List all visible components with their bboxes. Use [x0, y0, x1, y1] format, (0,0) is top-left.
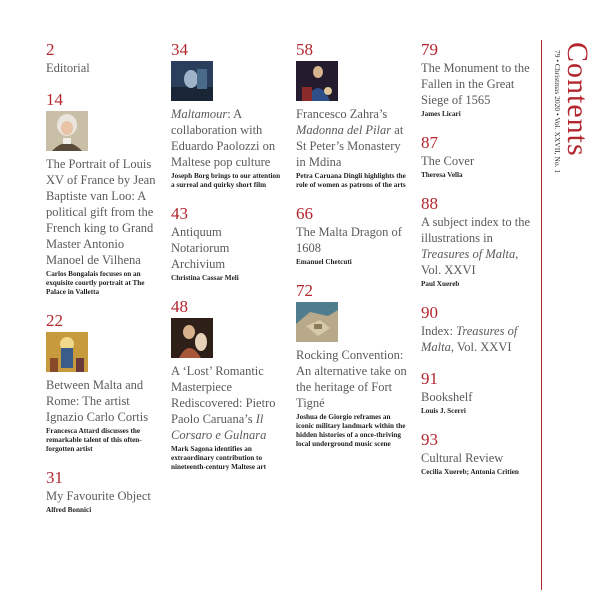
- entry-description: Cecilia Xuereb; Antonia Critien: [421, 468, 519, 476]
- entry-title: The Portrait of Louis XV of France by Jean Baptiste van Loo: A political gift from the French king to Grand Master Antonio Manoel de Vilhena: [46, 157, 156, 267]
- entry-title: Between Malta and Rome: The artist Ignazio Carlo Cortis: [46, 378, 149, 424]
- entry-title: The Cover: [421, 154, 475, 168]
- toc-entry-72[interactable]: [296, 281, 408, 449]
- toc-entry-14[interactable]: [46, 90, 158, 297]
- entry-description: Joshua de Giorgio reframes an iconic military landmark within the hidden histories of a once-thriving local underground music scene: [296, 413, 406, 448]
- entry-description: Alfred Bonnici: [46, 506, 92, 514]
- entry-title-italic: Treasures of Malta: [421, 324, 518, 354]
- entry-title: The Monument to the Fallen in the Great Siege of 1565: [421, 61, 530, 107]
- page-number: 2: [46, 40, 55, 59]
- page-number: 14: [46, 90, 63, 109]
- sidebar: [552, 42, 592, 173]
- entry-description: Theresa Vella: [421, 171, 463, 179]
- page-number: 66: [296, 204, 313, 223]
- page-number: 93: [421, 430, 438, 449]
- column-4: [421, 40, 533, 491]
- issue-info: 79 • Christmas 2020 • Vol. XXVII, No. 1: [553, 50, 562, 174]
- page-number: 48: [171, 297, 188, 316]
- entry-title: [296, 106, 408, 170]
- entry-description: Christina Cassar Meli: [171, 274, 239, 282]
- toc-entry-79[interactable]: [421, 40, 533, 119]
- page-number: 88: [421, 194, 438, 213]
- sidebar-divider: [541, 40, 542, 590]
- entry-description: Joseph Borg brings to our attention a surreal and quirky short film: [171, 172, 281, 189]
- page-number: 31: [46, 468, 63, 487]
- entry-description: Carlos Bongalais focuses on an exquisite courtly portrait at The Palace in Valletta: [46, 270, 145, 296]
- toc-entry-87[interactable]: [421, 133, 533, 180]
- entry-description: Mark Sagona identifies an extraordinary contribution to nineteenth-century Maltese art: [171, 445, 267, 471]
- entry-title: My Favourite Object: [46, 489, 151, 503]
- page-number: 79: [421, 40, 438, 59]
- column-1: [46, 40, 158, 529]
- entry-title: [171, 363, 283, 443]
- entry-description: Louis J. Scerri: [421, 407, 466, 415]
- entry-title: The Malta Dragon of 1608: [296, 225, 402, 255]
- column-2: [171, 40, 283, 486]
- column-3: [296, 40, 408, 463]
- page-number: 58: [296, 40, 313, 59]
- madonna-painting-thumbnail: [296, 61, 338, 101]
- entry-title: Editorial: [46, 61, 90, 75]
- louis-xv-portrait-thumbnail: [46, 111, 88, 151]
- page-number: 43: [171, 204, 188, 223]
- cortis-painting-thumbnail: [46, 332, 88, 372]
- page-number: 87: [421, 133, 438, 152]
- page-number: 72: [296, 281, 313, 300]
- toc-entry-58[interactable]: [296, 40, 408, 190]
- toc-entry-43[interactable]: [171, 204, 283, 283]
- entry-title: Antiquum Notariorum Archivium: [171, 225, 230, 271]
- entry-description: Francesca Attard discusses the remarkable talent of this often-forgotten artist: [46, 427, 142, 453]
- page-number: 22: [46, 311, 63, 330]
- entry-description: James Licari: [421, 110, 461, 118]
- corsaro-painting-thumbnail: [171, 318, 213, 358]
- page-number: 90: [421, 303, 438, 322]
- page-number: 91: [421, 369, 438, 388]
- entry-title-part: Index:: [421, 324, 457, 338]
- entry-description: Paul Xuereb: [421, 280, 460, 288]
- entry-title: [421, 214, 533, 278]
- entry-title-part: at St Peter’s Monastery in Mdina: [296, 123, 404, 169]
- entry-title-italic: Il Corsaro e Gulnara: [171, 412, 267, 442]
- toc-entry-34[interactable]: [171, 40, 283, 190]
- entry-title: Bookshelf: [421, 390, 473, 404]
- entry-title: [421, 323, 533, 355]
- toc-entry-88[interactable]: [421, 194, 533, 289]
- toc-entry-90[interactable]: [421, 303, 533, 355]
- entry-description: Emanuel Chetcuti: [296, 258, 352, 266]
- toc-entry-2[interactable]: [46, 40, 158, 76]
- entry-title-part: A ‘Lost’ Romantic Masterpiece Rediscovered: Pietro Paolo Caruana’s: [171, 364, 276, 426]
- toc-entry-93[interactable]: [421, 430, 533, 477]
- page-number: 34: [171, 40, 188, 59]
- entry-title: Rocking Convention: An alternative take on the heritage of Fort Tigné: [296, 348, 407, 410]
- toc-entry-48[interactable]: [171, 297, 283, 472]
- fort-tigne-aerial-thumbnail: [296, 302, 338, 342]
- entry-title-part: A subject index to the illustrations in: [421, 215, 531, 245]
- entry-title-rest: : A collaboration with Eduardo Paolozzi on Maltese pop culture: [171, 107, 276, 169]
- maltamour-film-thumbnail: [171, 61, 213, 101]
- entry-title-part: , Vol. XXVI: [421, 247, 519, 277]
- entry-title-part: , Vol. XXVI: [450, 340, 512, 354]
- toc-entry-22[interactable]: [46, 311, 158, 454]
- entry-title-italic: Treasures of Malta: [421, 247, 516, 261]
- contents-heading: Contents: [561, 42, 594, 157]
- toc-entry-31[interactable]: [46, 468, 158, 515]
- toc-entry-91[interactable]: [421, 369, 533, 416]
- entry-title-italic: Madonna del Pilar: [296, 123, 392, 137]
- entry-title: Cultural Review: [421, 451, 504, 465]
- toc-entry-66[interactable]: [296, 204, 408, 267]
- entry-title-italic: Maltamour: [171, 107, 228, 121]
- entry-title: [171, 106, 283, 170]
- entry-description: Petra Caruana Dingli highlights the role of women as patrons of the arts: [296, 172, 406, 189]
- entry-title-part: Francesco Zahra’s: [296, 107, 388, 121]
